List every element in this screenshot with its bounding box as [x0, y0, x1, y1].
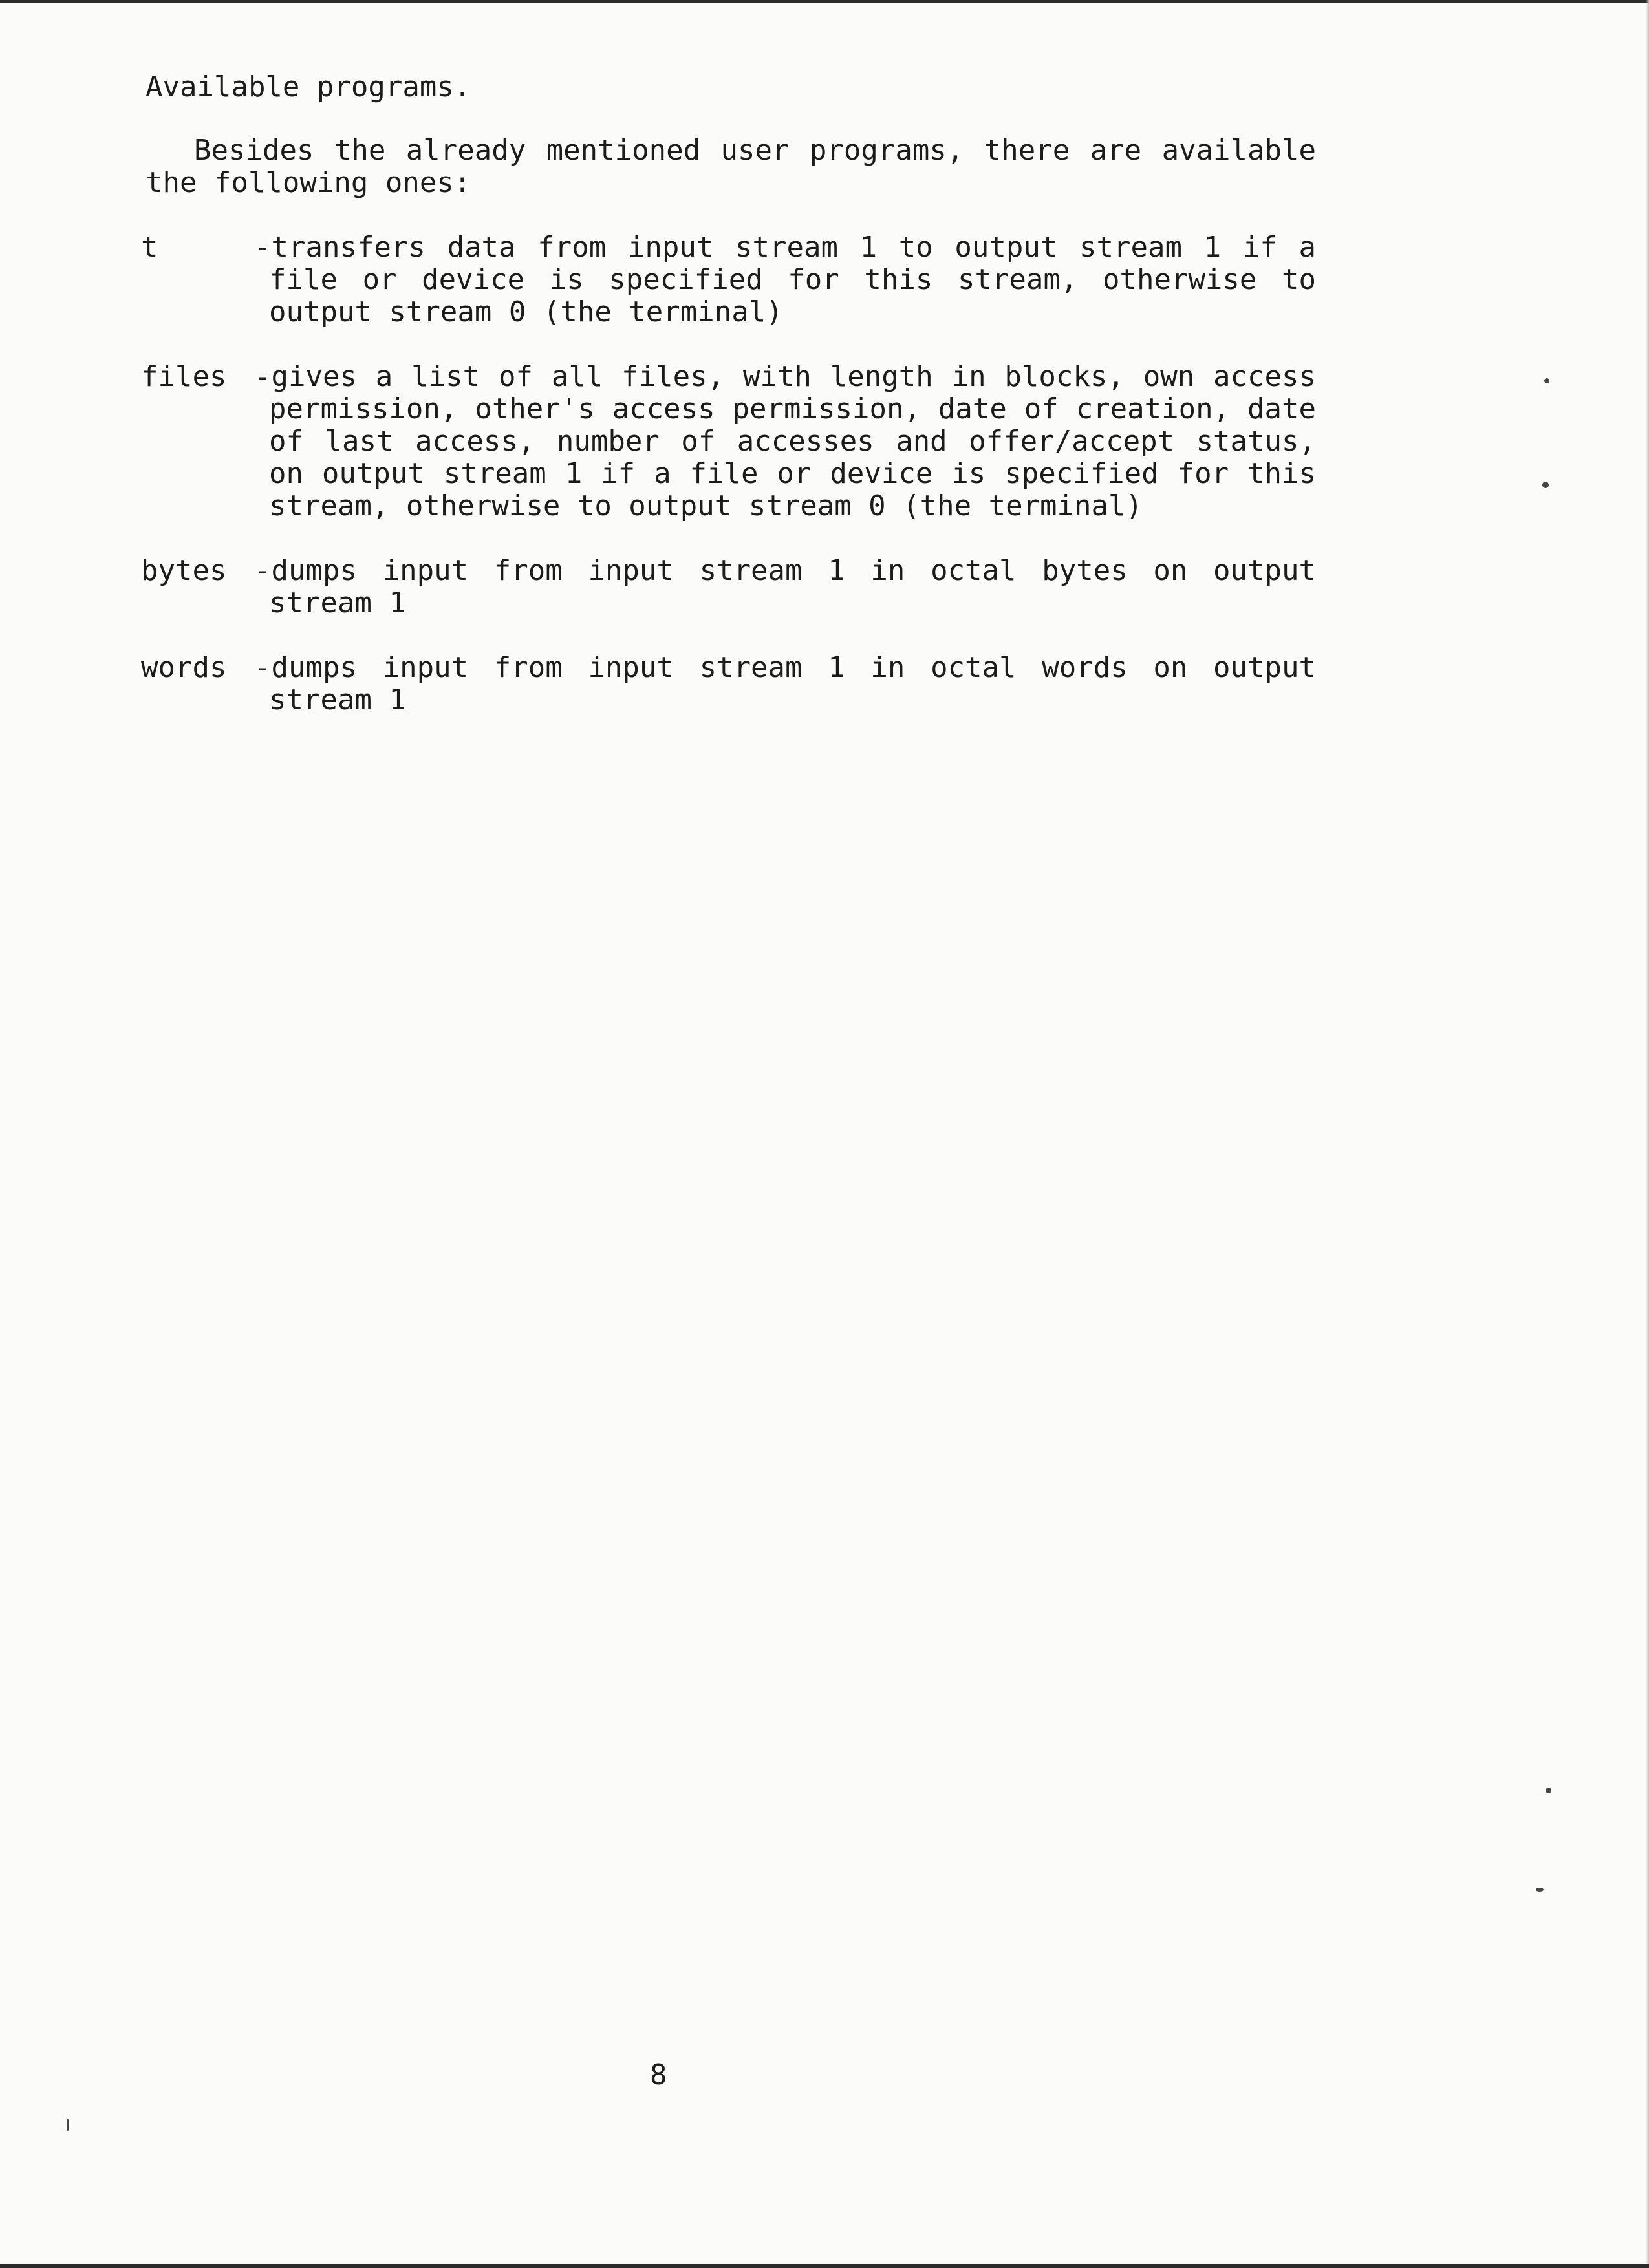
- scan-speck: [1536, 1888, 1544, 1892]
- program-description: -dumps input from input stream 1 in octal words on output stream 1: [254, 651, 1316, 716]
- scan-speck: [1544, 378, 1549, 383]
- program-name: files: [141, 360, 227, 393]
- program-name: bytes: [141, 554, 227, 587]
- program-name: t: [141, 231, 158, 264]
- page-top-edge: [0, 0, 1649, 3]
- section-heading: Available programs.: [146, 70, 471, 103]
- scan-speck: [1546, 1788, 1551, 1793]
- scan-speck: [67, 2119, 69, 2131]
- program-description: -gives a list of all files, with length in blocks, own access permission, other's access permission, date of creation, date of last access, number of accesses and offer/accept status, on output stream 1 if a file or device is specified for this stream, otherwise to output stream 0 (the terminal): [254, 360, 1316, 522]
- program-name: words: [141, 651, 227, 684]
- program-description: -transfers data from input stream 1 to output stream 1 if a file or device is specified for this stream, otherwise to output stream 0 (the terminal): [254, 231, 1316, 328]
- scan-speck: [1542, 482, 1549, 488]
- intro-paragraph: Besides the already mentioned user programs, there are available the following ones:: [146, 134, 1316, 199]
- page-number: 8: [650, 2059, 667, 2091]
- program-description: -dumps input from input stream 1 in octal bytes on output stream 1: [254, 554, 1316, 619]
- page-bottom-edge: [0, 2264, 1649, 2268]
- page-right-edge: [1646, 0, 1649, 2268]
